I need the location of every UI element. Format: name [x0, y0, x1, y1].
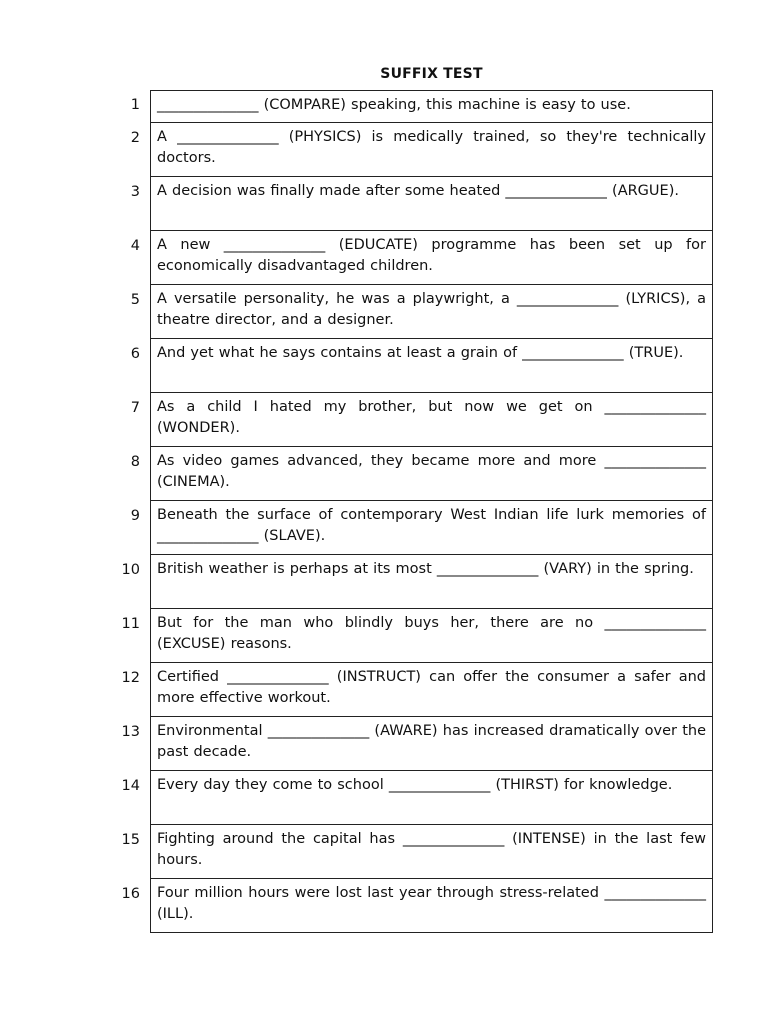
question-number: 6 — [130, 346, 140, 362]
question-number: 15 — [121, 832, 140, 848]
question-text: Four million hours were lost last year through stress-related ______________ (ILL). — [150, 879, 713, 933]
question-text: A decision was finally made after some heated ______________ (ARGUE). — [150, 177, 713, 231]
question-text: A versatile personality, he was a playwright, a ______________ (LYRICS), a theatre director, and a designer. — [150, 285, 713, 339]
question-text: And yet what he says contains at least a grain of ______________ (TRUE). — [150, 339, 713, 393]
question-text: As video games advanced, they became more and more ______________ (CINEMA). — [150, 447, 713, 501]
question-text: As a child I hated my brother, but now we get on ______________ (WONDER). — [150, 393, 713, 447]
table-row — [0, 879, 768, 933]
question-number: 9 — [130, 508, 140, 524]
question-text: Certified ______________ (INSTRUCT) can offer the consumer a safer and more effective workout. — [150, 663, 713, 717]
table-row — [0, 555, 768, 609]
table-row — [0, 771, 768, 825]
question-number: 3 — [130, 184, 140, 200]
question-number: 1 — [130, 97, 140, 113]
question-number: 11 — [121, 616, 140, 632]
table-row — [0, 231, 768, 285]
question-number: 12 — [121, 670, 140, 686]
page-title: SUFFIX TEST — [380, 66, 483, 82]
question-number: 13 — [121, 724, 140, 740]
table-row — [0, 663, 768, 717]
table-row — [0, 717, 768, 771]
table-row — [0, 825, 768, 879]
table-row — [0, 339, 768, 393]
table-row — [0, 393, 768, 447]
table-row — [0, 90, 768, 123]
question-number: 4 — [130, 238, 140, 254]
question-text: Fighting around the capital has ______________ (INTENSE) in the last few hours. — [150, 825, 713, 879]
question-number: 8 — [130, 454, 140, 470]
question-text: A new ______________ (EDUCATE) programme has been set up for economically disadvantaged children. — [150, 231, 713, 285]
table-row — [0, 447, 768, 501]
question-text: A ______________ (PHYSICS) is medically trained, so they're technically doctors. — [150, 123, 713, 177]
question-number: 7 — [130, 400, 140, 416]
question-text: Every day they come to school ______________ (THIRST) for knowledge. — [150, 771, 713, 825]
table-row — [0, 609, 768, 663]
table-row — [0, 285, 768, 339]
table-row — [0, 123, 768, 177]
question-number: 2 — [130, 130, 140, 146]
question-text: Environmental ______________ (AWARE) has increased dramatically over the past decade. — [150, 717, 713, 771]
question-number: 14 — [121, 778, 140, 794]
question-text: Beneath the surface of contemporary West Indian life lurk memories of ______________ (SLAVE). — [150, 501, 713, 555]
question-number: 16 — [121, 886, 140, 902]
question-number: 10 — [121, 562, 140, 578]
question-text: ______________ (COMPARE) speaking, this machine is easy to use. — [150, 90, 713, 123]
question-text: British weather is perhaps at its most ______________ (VARY) in the spring. — [150, 555, 713, 609]
table-row — [0, 501, 768, 555]
question-table — [0, 90, 768, 933]
question-text: But for the man who blindly buys her, there are no ______________ (EXCUSE) reasons. — [150, 609, 713, 663]
table-row — [0, 177, 768, 231]
question-number: 5 — [130, 292, 140, 308]
